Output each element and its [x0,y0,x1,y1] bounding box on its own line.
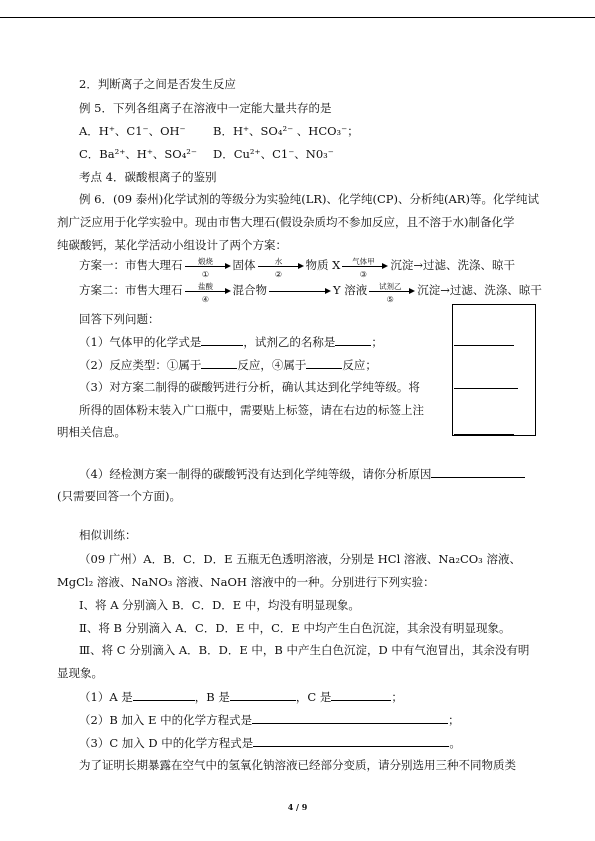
scheme-one-end: 沉淀→过滤、洗涤、晾干 [390,258,515,272]
example-6-line2: 剂广泛应用于化学实验中。现由市售大理石(假设杂质均不参加反应，且不溶于水)制备化学 [57,215,515,229]
scheme-two-y-solution: Y 溶液 [333,283,368,297]
experiment-3: Ⅲ、将 C 分别滴入 A．B．D．E 中，B 中产生白色沉淀，D 中有气泡冒出，其余没有明 [79,643,530,657]
answer-prompt: 回答下列问题： [79,312,160,326]
topic-4-heading: 考点 4．碳酸根离子的鉴别 [79,170,217,184]
blank-a[interactable] [133,689,195,701]
page-number: 4 / 9 [287,802,308,812]
question-4: （4）经检测方案一制得的碳酸钙没有达到化学纯等级，请你分析原因 [79,466,525,481]
scheme-one-prefix: 方案一：市售大理石 [79,258,183,272]
option-c: C．Ba²⁺、H⁺、SO₄²⁻ [79,147,197,161]
arrow-plain [269,284,331,298]
example-6-line1: 例 6．(09 泰州)化学试剂的等级分为实验纯(LR)、化学纯(CP)、分析纯(AR)等。化学纯试 [79,192,539,206]
option-d: D．Cu²⁺、C1⁻、N0₃⁻ [213,147,334,161]
header-rule [0,17,595,18]
scheme-two-end: 沉淀→过滤、洗涤、晾干 [417,283,542,297]
experiment-2: Ⅱ、将 B 分别滴入 A．C．D．E 中，C．E 中均产生白色沉淀，其余没有明显现象。 [79,621,511,635]
practice-q3: （3）C 加入 D 中的化学方程式是 。 [79,736,461,750]
blank-equation-be[interactable] [252,712,448,724]
arrow-reagent-b: 试剂乙 ⑤ [369,284,415,298]
scheme-two-mixture: 混合物 [232,283,267,297]
question-3-line3: 明相关信息。 [57,425,126,439]
practice-q2: （2）B 加入 E 中的化学方程式是 ； [79,713,460,727]
blank-gas-formula[interactable] [201,334,243,346]
reagent-label-box[interactable] [452,304,536,436]
arrow-hcl: 盐酸 ④ [185,284,231,298]
question-3-line2: 所得的固体粉末装入广口瓶中，需要贴上标签，请在右边的标签上注 [79,403,424,417]
question-1: （1）气体甲的化学式是 ，试剂乙的名称是 ； [79,335,383,349]
question-4-note: (只需要回答一个方面)。 [57,489,181,503]
experiment-3-cont: 显现象。 [57,666,103,680]
scheme-two [79,282,542,304]
scheme-two-prefix: 方案二：市售大理石 [79,283,183,297]
arrow-water: 水 ② [258,259,304,273]
question-3-line1: （3）对方案二制得的碳酸钙进行分析，确认其达到化学纯等级。将 [79,380,420,394]
scheme-one-substance-x: 物质 X [305,258,341,272]
blank-equation-cd[interactable] [253,735,449,747]
arrow-calcine: 煅烧 ① [185,259,231,273]
question-2: （2）反应类型：①属于 反应，④属于 反应； [79,358,377,372]
blank-reagent-name[interactable] [335,334,371,346]
practice-q1: （1）A 是 ，B 是 ，C 是 ； [79,690,403,704]
final-question-line: 为了证明长期暴露在空气中的氢氧化钠溶液已经部分变质，请分别选用三种不同物质类 [79,758,516,772]
scheme-one-solid: 固体 [232,258,256,272]
label-line-2 [454,388,518,389]
practice-line2: MgCl₂ 溶液、NaNO₃ 溶液、NaOH 溶液中的一种。分别进行下列实验： [57,575,435,589]
label-line-3 [454,434,514,435]
label-line-1 [454,345,514,346]
blank-reason[interactable] [431,466,525,478]
practice-line1: （09 广州）A．B．C．D．E 五瓶无色透明溶液，分别是 HCl 溶液、Na₂CO₃ 溶液、 [79,552,521,566]
blank-c[interactable] [331,689,391,701]
blank-reaction-type-1[interactable] [201,357,237,369]
example-6-line3: 纯碳酸钙，某化学活动小组设计了两个方案： [57,238,287,252]
similar-practice-heading: 相似训练： [79,528,137,542]
option-b: B．H⁺、SO₄²⁻ 、HCO₃⁻； [213,124,359,138]
experiment-1: Ⅰ、将 A 分别滴入 B．C．D．E 中，均没有明显现象。 [79,598,360,612]
section-heading: 2．判断离子之间是否发生反应 [79,77,236,91]
arrow-gas-a: 气体甲 ③ [342,259,388,273]
scheme-one [79,257,515,279]
example-5-question: 例 5．下列各组离子在溶液中一定能大量共存的是 [79,101,332,115]
blank-b[interactable] [230,689,296,701]
option-a: A．H⁺、C1⁻、OH⁻ [79,124,186,138]
blank-reaction-type-4[interactable] [306,357,342,369]
